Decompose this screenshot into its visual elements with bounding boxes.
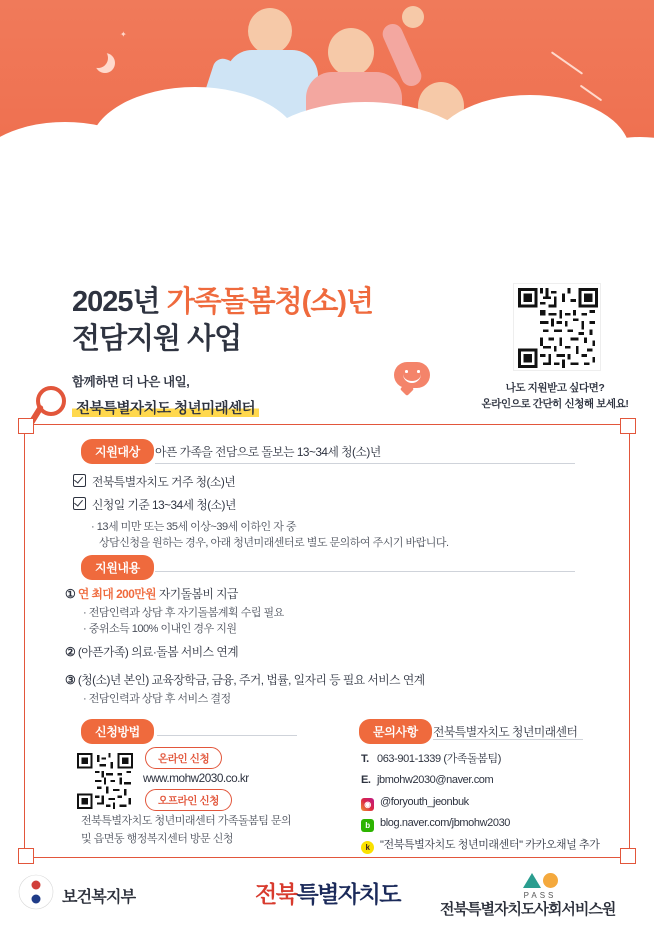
target-note-2: 상담신청을 원하는 경우, 아래 청년미래센터로 별도 문의하여 주시기 바랍니다. bbox=[99, 537, 449, 549]
inquiry-row-kakao[interactable] bbox=[361, 835, 617, 856]
section-inquiry-chip bbox=[359, 719, 432, 744]
phone-label: T. bbox=[361, 753, 369, 765]
instagram-value: @foryouth_jeonbuk bbox=[380, 795, 469, 808]
offline-apply-label: 오프라인 신청 bbox=[145, 789, 232, 811]
target-check-2 bbox=[73, 496, 236, 514]
content-item-1-note-2: · 중위소득 100% 이내인 경우 지원 bbox=[83, 623, 237, 635]
content-item-3 bbox=[65, 671, 605, 689]
center-name: 전북특별자치도 청년미래센터 bbox=[72, 397, 259, 418]
divider bbox=[155, 571, 575, 572]
section-apply-chip bbox=[81, 719, 154, 744]
province-logo bbox=[255, 876, 400, 909]
title-block bbox=[72, 284, 492, 418]
qr-caption-line-2: 온라인으로 간단히 신청해 보세요! bbox=[481, 397, 629, 410]
divider bbox=[155, 463, 575, 464]
online-apply-tag bbox=[145, 747, 222, 769]
target-check-2-label: 신청일 기준 13~34세 청(소)년 bbox=[92, 498, 236, 512]
online-apply-url[interactable]: www.mohw2030.co.kr bbox=[143, 771, 249, 785]
qr-code-online-application[interactable] bbox=[513, 283, 601, 371]
qr-code-apply[interactable] bbox=[77, 753, 133, 809]
content-item-1 bbox=[65, 585, 238, 603]
title-highlight: 가족돌봄청(소)년 bbox=[166, 286, 374, 318]
chip-label: 지원대상 bbox=[81, 439, 154, 464]
subtitle: 함께하면 더 나은 내일, bbox=[72, 375, 190, 390]
ministry-label: 보건복지부 bbox=[62, 889, 136, 906]
shooting-star-icon bbox=[580, 85, 602, 102]
instagram-icon: ◉ bbox=[361, 798, 374, 811]
blog-icon: b bbox=[361, 819, 374, 832]
content-item-2 bbox=[65, 643, 238, 661]
inquiry-row-phone bbox=[361, 749, 617, 770]
shooting-star-icon bbox=[551, 51, 583, 74]
email-label: E. bbox=[361, 774, 371, 787]
divider bbox=[157, 735, 297, 736]
chip-label: 문의사항 bbox=[359, 719, 432, 744]
moon-icon bbox=[88, 48, 108, 68]
chip-label: 지원내용 bbox=[81, 555, 154, 580]
sw-org-label: 전북특별자치도사회서비스원 bbox=[440, 901, 616, 918]
page-title-line-2: 전담지원 사업 bbox=[72, 323, 242, 356]
chip-label: 신청방법 bbox=[81, 719, 154, 744]
corner-ornament bbox=[620, 418, 636, 434]
section-content-chip bbox=[81, 555, 154, 580]
inquiry-row-instagram[interactable] bbox=[361, 792, 617, 813]
content-item-1-note-1: · 전담인력과 상담 후 자기돌봄계획 수립 필요 bbox=[83, 607, 284, 619]
target-note-1: · 13세 미만 또는 35세 이상~39세 이하인 자 중 bbox=[91, 521, 297, 533]
kakao-value: "전북특별자치도 청년미래센터" 카카오채널 추가 bbox=[380, 838, 600, 851]
target-check-1 bbox=[73, 473, 235, 491]
content-item-1-number: ① bbox=[65, 587, 76, 601]
footer-logos bbox=[0, 866, 654, 926]
corner-ornament bbox=[620, 848, 636, 864]
content-item-2-number: ② bbox=[65, 645, 76, 659]
corner-ornament bbox=[18, 418, 34, 434]
corner-ornament bbox=[18, 848, 34, 864]
content-item-3-note-1: · 전담인력과 상담 후 서비스 결정 bbox=[83, 693, 231, 705]
content-item-3-number: ③ bbox=[65, 673, 76, 687]
email-value[interactable]: jbmohw2030@naver.com bbox=[377, 774, 494, 787]
content-item-1-text: 자기돌봄비 지급 bbox=[156, 587, 238, 601]
government-emblem-icon bbox=[18, 874, 54, 910]
content-item-2-text: (아픈가족) 의료·돌봄 서비스 연계 bbox=[77, 645, 239, 659]
checkbox-icon bbox=[73, 474, 86, 487]
inquiry-list bbox=[361, 749, 617, 856]
star-icon: ✦ bbox=[120, 30, 127, 39]
checkbox-icon bbox=[73, 497, 86, 510]
info-panel bbox=[24, 424, 630, 858]
section-target-chip bbox=[81, 439, 154, 464]
kakao-icon: k bbox=[361, 841, 374, 854]
content-item-3-text: (청(소)년 본인) 교육장학금, 금융, 주거, 법률, 일자리 등 필요 서비스 연계 bbox=[77, 673, 425, 687]
inquiry-row-blog[interactable] bbox=[361, 813, 617, 834]
pass-label: PASS bbox=[523, 891, 557, 900]
inquiry-org: 전북특별자치도 청년미래센터 bbox=[433, 725, 578, 739]
page-title-line-1 bbox=[72, 284, 492, 321]
divider bbox=[433, 739, 583, 740]
target-check-1-label: 전북특별자치도 거주 청(소)년 bbox=[92, 475, 236, 489]
title-year: 2025년 bbox=[72, 286, 167, 318]
province-logo-red: 전북 bbox=[255, 881, 297, 907]
qr-caption-line-1: 나도 지원받고 싶다면? bbox=[505, 382, 605, 394]
blog-value: blog.naver.com/jbmohw2030 bbox=[380, 817, 511, 830]
target-headline: 아픈 가족을 전담으로 돌보는 13~34세 청(소)년 bbox=[155, 445, 381, 459]
pass-mark-icon bbox=[505, 872, 575, 900]
cloud-band bbox=[0, 162, 654, 262]
hero-illustration bbox=[0, 0, 654, 262]
phone-value: 063-901-1339 (가족돌봄팀) bbox=[377, 753, 502, 765]
content-item-1-highlight: 연 최대 200만원 bbox=[77, 587, 157, 601]
qr-caption bbox=[460, 381, 650, 413]
online-apply-label: 온라인 신청 bbox=[145, 747, 222, 769]
offline-apply-tag bbox=[145, 789, 232, 811]
offline-apply-text: 전북특별자치도 청년미래센터 가족돌봄팀 문의 및 읍면동 행정복지센터 방문 신청 bbox=[81, 815, 292, 845]
province-logo-rest: 특별자치도 bbox=[296, 881, 401, 907]
speech-bubble-icon bbox=[394, 362, 430, 388]
inquiry-row-email bbox=[361, 770, 617, 791]
